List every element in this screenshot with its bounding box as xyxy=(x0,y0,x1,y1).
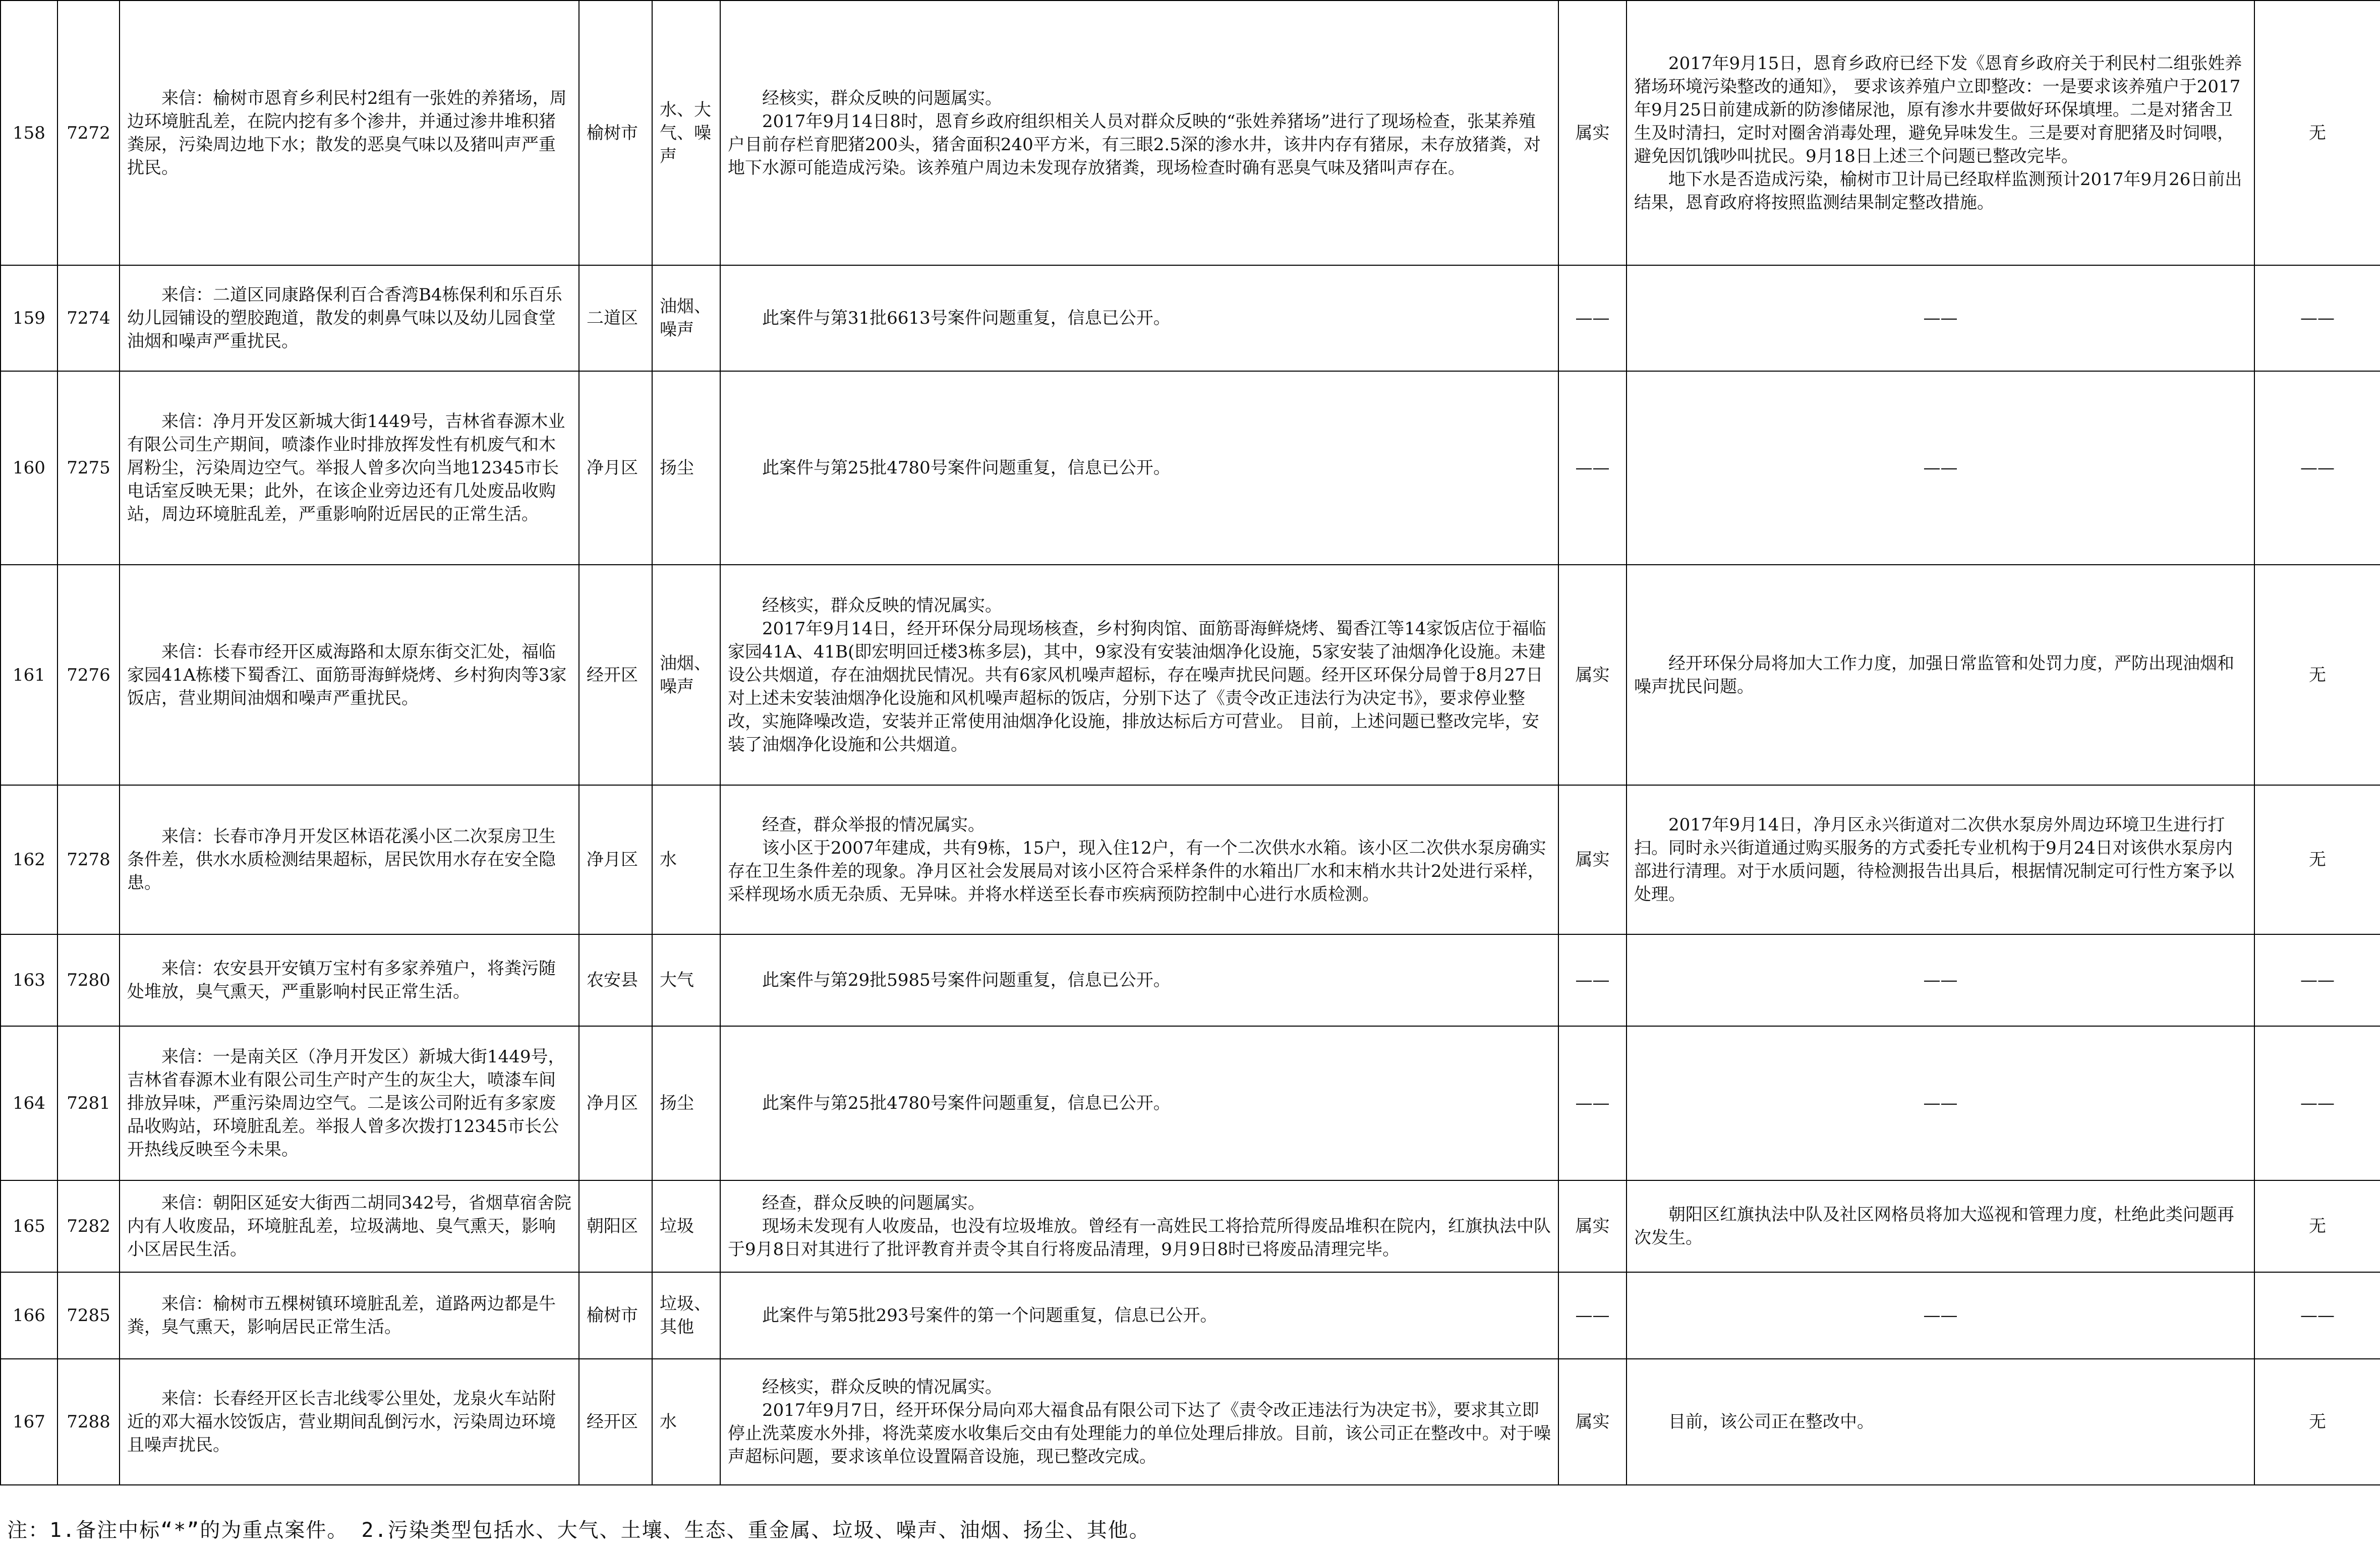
district: 榆树市 xyxy=(579,1272,652,1359)
verification-paragraph: 经查，群众举报的情况属实。 xyxy=(762,815,985,835)
accountability: —— xyxy=(2254,1272,2380,1359)
complaint-text: 来信：长春经开区长吉北线零公里处，龙泉火车站附近的邓大福水饺饭店，营业期间乱倒污水，污染周边环境且噪声扰民。 xyxy=(127,1389,556,1455)
verification-paragraph: 经核实，群众反映的情况属实。 xyxy=(762,1377,1002,1397)
verification-result xyxy=(720,785,1558,934)
district: 净月区 xyxy=(579,1026,652,1180)
complaint-content xyxy=(120,565,579,785)
case-index: 161 xyxy=(1,565,57,785)
rectification xyxy=(1627,371,2254,565)
verification-paragraph: 经核实，群众反映的问题属实。 xyxy=(762,88,1002,108)
case-index: 162 xyxy=(1,785,57,934)
rectification-paragraph: 2017年9月14日，净月区永兴街道对二次供水泵房外周边环境卫生进行打扫。同时永兴街道通过购买服务的方式委托专业机构于9月24日对该供水泵房内部进行清理。对于水质问题，待检测报告出具后，根据情况制定可行性方案予以处理。 xyxy=(1634,815,2234,905)
is-true: —— xyxy=(1558,1026,1627,1180)
case-index: 167 xyxy=(1,1359,57,1485)
rectification xyxy=(1627,1180,2254,1272)
pollution-type: 扬尘 xyxy=(652,1026,720,1180)
verification-paragraph: 此案件与第25批4780号案件问题重复，信息已公开。 xyxy=(762,458,1171,478)
case-number: 7288 xyxy=(57,1359,120,1485)
pollution-type: 垃圾、其他 xyxy=(652,1272,720,1359)
rectification xyxy=(1627,1359,2254,1485)
table-row xyxy=(1,1180,2380,1272)
case-number: 7275 xyxy=(57,371,120,565)
district: 榆树市 xyxy=(579,1,652,265)
verification-result xyxy=(720,265,1558,371)
table-row xyxy=(1,1026,2380,1180)
verification-paragraph: 此案件与第5批293号案件的第一个问题重复，信息已公开。 xyxy=(762,1305,1217,1326)
accountability: 无 xyxy=(2254,1180,2380,1272)
table-row xyxy=(1,1359,2380,1485)
accountability: 无 xyxy=(2254,1,2380,265)
district: 朝阳区 xyxy=(579,1180,652,1272)
verification-paragraph: 该小区于2007年建成，共有9栋，15户，现入住12户，有一个二次供水水箱。该小区二次供水泵房确实存在卫生条件差的现象。净月区社会发展局对该小区符合采样条件的水箱出厂水和末梢水共计2处进行采样，采样现场水质无杂质、无异味。并将水样送至长春市疾病预防控制中心进行水质检测。 xyxy=(728,838,1546,905)
rectification xyxy=(1627,785,2254,934)
complaint-text: 来信：榆树市恩育乡利民村2组有一张姓的养猪场，周边环境脏乱差，在院内挖有多个渗井，并通过渗井堆积猪粪尿，污染周边地下水；散发的恶臭气味以及猪叫声严重扰民。 xyxy=(127,88,567,178)
complaint-text: 来信：二道区同康路保利百合香湾B4栋保利和乐百乐幼儿园铺设的塑胶跑道，散发的刺鼻气味以及幼儿园食堂油烟和噪声严重扰民。 xyxy=(127,285,562,351)
rectification-paragraph: —— xyxy=(1923,970,1958,990)
case-index: 163 xyxy=(1,934,57,1026)
complaint-text: 来信：朝阳区延安大街西二胡同342号，省烟草宿舍院内有人收废品，环境脏乱差，垃圾满地、臭气熏天，影响小区居民生活。 xyxy=(127,1193,571,1260)
complaint-content xyxy=(120,371,579,565)
case-number: 7282 xyxy=(57,1180,120,1272)
is-true: 属实 xyxy=(1558,1180,1627,1272)
verification-paragraph: 经核实，群众反映的情况属实。 xyxy=(762,595,1002,616)
is-true: 属实 xyxy=(1558,785,1627,934)
accountability: —— xyxy=(2254,371,2380,565)
footnote: 注：1.备注中标“*”的为重点案件。 2.污染类型包括水、大气、土壤、生态、重金属、垃圾、噪声、油烟、扬尘、其他。 xyxy=(7,1519,1150,1542)
complaint-text: 来信：长春市经开区威海路和太原东街交汇处，福临家园41A栋楼下蜀香江、面筋哥海鲜烧烤、乡村狗肉等3家饭店，营业期间油烟和噪声严重扰民。 xyxy=(127,641,567,708)
rectification xyxy=(1627,1026,2254,1180)
case-number: 7278 xyxy=(57,785,120,934)
rectification-paragraph: 目前，该公司正在整改中。 xyxy=(1668,1412,1874,1432)
district: 农安县 xyxy=(579,934,652,1026)
verification-result xyxy=(720,565,1558,785)
table-row xyxy=(1,785,2380,934)
pollution-type: 大气 xyxy=(652,934,720,1026)
pollution-type: 水 xyxy=(652,1359,720,1485)
complaint-text: 来信：长春市净月开发区林语花溪小区二次泵房卫生条件差，供水水质检测结果超标，居民饮用水存在安全隐患。 xyxy=(127,826,556,893)
district: 净月区 xyxy=(579,785,652,934)
is-true: —— xyxy=(1558,265,1627,371)
case-index: 159 xyxy=(1,265,57,371)
rectification-paragraph: 朝阳区红旗执法中队及社区网格员将加大巡视和管理力度，杜绝此类问题再次发生。 xyxy=(1634,1205,2234,1248)
rectification xyxy=(1627,265,2254,371)
rectification xyxy=(1627,1,2254,265)
pollution-type: 水 xyxy=(652,785,720,934)
district: 经开区 xyxy=(579,1359,652,1485)
accountability: —— xyxy=(2254,265,2380,371)
verification-result xyxy=(720,371,1558,565)
pollution-type: 油烟、噪声 xyxy=(652,565,720,785)
rectification-paragraph: —— xyxy=(1923,308,1958,328)
table-row xyxy=(1,265,2380,371)
verification-paragraph: 2017年9月14日，经开环保分局现场核查，乡村狗肉馆、面筋哥海鲜烧烤、蜀香江等14家饭店位于福临家园41A、41B(即宏明回迁楼3栋多层)，其中，9家没有安装油烟净化设施，5家安装了油烟净化设施。未建设公共烟道，存在油烟扰民情况。共有6家风机噪声超标，存在噪声扰民问题。经开区环保分局曾于8月27日对上述未安装油烟净化设施和风机噪声超标的饭店，分别下达了《责令改正违法行为决定书》，要求停业整改，实施降噪改造，安装并正常使用油烟净化设施，排放达标后方可营业。 目前，上述问题已整改完毕，安装了油烟净化设施和公共烟道。 xyxy=(728,618,1546,755)
pollution-type: 油烟、噪声 xyxy=(652,265,720,371)
complaint-content xyxy=(120,1272,579,1359)
accountability: —— xyxy=(2254,934,2380,1026)
pollution-type: 垃圾 xyxy=(652,1180,720,1272)
complaint-text: 来信：一是南关区（净月开发区）新城大街1449号，吉林省春源木业有限公司生产时产生的灰尘大，喷漆车间排放异味，严重污染周边空气。二是该公司附近有多家废品收购站，环境脏乱差。举报人曾多次拨打12345市长公开热线反映至今未果。 xyxy=(127,1047,565,1160)
complaint-content xyxy=(120,1180,579,1272)
complaint-content xyxy=(120,934,579,1026)
rectification-paragraph: 经开环保分局将加大工作力度，加强日常监管和处罚力度，严防出现油烟和噪声扰民问题。 xyxy=(1634,653,2234,697)
table-row xyxy=(1,1,2380,265)
case-number: 7272 xyxy=(57,1,120,265)
case-number: 7285 xyxy=(57,1272,120,1359)
complaint-content xyxy=(120,785,579,934)
complaint-text: 来信：农安县开安镇万宝村有多家养殖户，将粪污随处堆放，臭气熏天，严重影响村民正常生活。 xyxy=(127,959,556,1002)
rectification xyxy=(1627,934,2254,1026)
case-number: 7280 xyxy=(57,934,120,1026)
verification-paragraph: 此案件与第31批6613号案件问题重复，信息已公开。 xyxy=(762,308,1171,328)
table-row xyxy=(1,371,2380,565)
complaint-content xyxy=(120,1026,579,1180)
case-index: 166 xyxy=(1,1272,57,1359)
is-true: —— xyxy=(1558,934,1627,1026)
rectification xyxy=(1627,565,2254,785)
case-index: 160 xyxy=(1,371,57,565)
verification-paragraph: 现场未发现有人收废品，也没有垃圾堆放。曾经有一高姓民工将拾荒所得废品堆积在院内，红旗执法中队于9月8日对其进行了批评教育并责令其自行将废品清理，9月9日8时已将废品清理完毕。 xyxy=(728,1216,1551,1260)
table-row xyxy=(1,934,2380,1026)
table-row xyxy=(1,565,2380,785)
complaint-text: 来信：榆树市五棵树镇环境脏乱差，道路两边都是牛粪，臭气熏天，影响居民正常生活。 xyxy=(127,1294,556,1337)
is-true: 属实 xyxy=(1558,565,1627,785)
verification-result xyxy=(720,1272,1558,1359)
complaint-content xyxy=(120,265,579,371)
rectification-paragraph: 地下水是否造成污染，榆树市卫计局已经取样监测预计2017年9月26日前出结果，恩育政府将按照监测结果制定整改措施。 xyxy=(1634,169,2242,213)
complaint-content xyxy=(120,1359,579,1485)
verification-result xyxy=(720,934,1558,1026)
accountability: 无 xyxy=(2254,565,2380,785)
pollution-type: 扬尘 xyxy=(652,371,720,565)
verification-paragraph: 经查，群众反映的问题属实。 xyxy=(762,1193,985,1213)
district: 净月区 xyxy=(579,371,652,565)
case-index: 164 xyxy=(1,1026,57,1180)
verification-paragraph: 2017年9月7日，经开环保分局向邓大福食品有限公司下达了《责令改正违法行为决定书》，要求其立即停止洗菜废水外排，将洗菜废水收集后交由有处理能力的单位处理后排放。目前，该公司正在整改中。对于噪声超标问题，要求该单位设置隔音设施，现已整改完成。 xyxy=(728,1400,1551,1467)
verification-result xyxy=(720,1026,1558,1180)
complaint-text: 来信：净月开发区新城大街1449号，吉林省春源木业有限公司生产期间，喷漆作业时排放挥发性有机废气和木屑粉尘，污染周边空气。举报人曾多次向当地12345市长电话室反映无果；此外，在该企业旁边还有几处废品收购站，周边环境脏乱差，严重影响附近居民的正常生活。 xyxy=(127,411,565,524)
verification-result xyxy=(720,1,1558,265)
verification-result xyxy=(720,1359,1558,1485)
verification-paragraph: 2017年9月14日8时，恩育乡政府组织相关人员对群众反映的“张姓养猪场”进行了现场检查，张某养殖户目前存栏育肥猪200头，猪舍面积240平方米，有三眼2.5深的渗水井，该井内存有猪尿，未存放猪粪，对地下水源可能造成污染。该养殖户周边未发现存放猪粪，现场检查时确有恶臭气味及猪叫声存在。 xyxy=(728,111,1541,178)
accountability: —— xyxy=(2254,1026,2380,1180)
accountability: 无 xyxy=(2254,785,2380,934)
rectification-paragraph: 2017年9月15日，恩育乡政府已经下发《恩育乡政府关于利民村二组张姓养猪场环境污染整改的通知》， 要求该养殖户立即整改：一是要求该养殖户于2017年9月25日前建成新的防渗储尿池，原有渗水井要做好环保填埋。二是对猪舍卫生及时清扫，定时对圈舍消毒处理，避免异味发生。三是要对育肥猪及时饲喂，避免因饥饿吵叫扰民。9月18日上述三个问题已整改完毕。 xyxy=(1634,53,2242,166)
rectification-paragraph: —— xyxy=(1923,458,1958,478)
rectification-paragraph: —— xyxy=(1923,1093,1958,1113)
verification-paragraph: 此案件与第29批5985号案件问题重复，信息已公开。 xyxy=(762,970,1171,990)
complaint-content xyxy=(120,1,579,265)
case-number: 7281 xyxy=(57,1026,120,1180)
is-true: 属实 xyxy=(1558,1,1627,265)
case-index: 158 xyxy=(1,1,57,265)
verification-result xyxy=(720,1180,1558,1272)
case-index: 165 xyxy=(1,1180,57,1272)
is-true: —— xyxy=(1558,371,1627,565)
accountability: 无 xyxy=(2254,1359,2380,1485)
case-number: 7276 xyxy=(57,565,120,785)
table-row xyxy=(1,1272,2380,1359)
verification-paragraph: 此案件与第25批4780号案件问题重复，信息已公开。 xyxy=(762,1093,1171,1113)
is-true: —— xyxy=(1558,1272,1627,1359)
rectification xyxy=(1627,1272,2254,1359)
case-number: 7274 xyxy=(57,265,120,371)
district: 经开区 xyxy=(579,565,652,785)
is-true: 属实 xyxy=(1558,1359,1627,1485)
pollution-type: 水、大气、噪声 xyxy=(652,1,720,265)
rectification-paragraph: —— xyxy=(1923,1305,1958,1326)
district: 二道区 xyxy=(579,265,652,371)
